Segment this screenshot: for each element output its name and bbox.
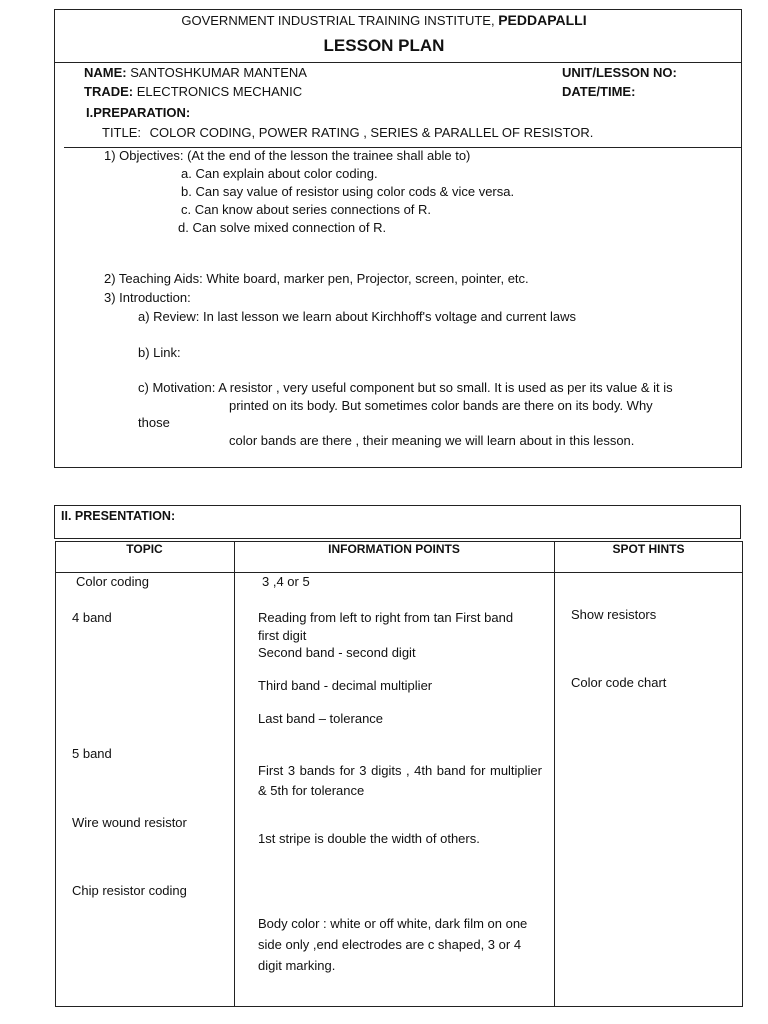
info-bands: 3 ,4 or 5 [262, 574, 310, 589]
objective-c: c. Can know about series connections of R. [181, 202, 432, 217]
info-chip: Body color : white or off white, dark film on one side only ,end electrodes are c shaped, 3 or 4 digit marking. [258, 916, 528, 973]
topic-chip-resistor: Chip resistor coding [72, 883, 187, 898]
lesson-title-row [102, 125, 593, 141]
info-third-band: Third band - decimal multiplier [258, 678, 433, 693]
preparation-heading: I.PREPARATION: [86, 105, 191, 120]
name-label: NAME: [84, 65, 127, 80]
info-reading-line-2: first digit [258, 628, 307, 643]
table-col-divider-1 [234, 541, 235, 1007]
title-value: COLOR CODING, POWER RATING , SERIES & PARALLEL OF RESISTOR. [149, 125, 594, 140]
name-row [84, 65, 307, 81]
trade-row [84, 84, 302, 100]
trade-label: TRADE: [84, 84, 134, 99]
title-label: TITLE: [102, 125, 142, 140]
date-time-label: DATE/TIME: [562, 84, 636, 99]
col-header-topic: TOPIC [126, 542, 163, 556]
objective-d: d. Can solve mixed connection of R. [178, 220, 387, 235]
objective-a: a. Can explain about color coding. [181, 166, 378, 181]
objective-b: b. Can say value of resistor using color cods & vice versa. [181, 184, 515, 199]
institute-name: GOVERNMENT INDUSTRIAL TRAINING INSTITUTE, [181, 13, 495, 28]
institute-place: PEDDAPALLI [498, 12, 587, 28]
motivation-line-3: those [138, 415, 170, 430]
info-reading-line-1: Reading from left to right from tan First band [258, 610, 514, 625]
motivation-line-4: color bands are there , their meaning we will learn about in this lesson. [229, 433, 635, 448]
topic-color-coding: Color coding [76, 574, 149, 589]
col-header-information: INFORMATION POINTS [328, 542, 460, 556]
table-col-divider-2 [554, 541, 555, 1007]
col-header-spot-hints: SPOT HINTS [612, 542, 685, 556]
info-wire-wound: 1st stripe is double the width of others. [258, 831, 480, 846]
topic-4-band: 4 band [72, 610, 112, 625]
table-header-divider [55, 572, 743, 573]
objectives-heading: 1) Objectives: (At the end of the lesson the trainee shall able to) [104, 148, 471, 163]
page-title: LESSON PLAN [323, 36, 445, 55]
teaching-aids: 2) Teaching Aids: White board, marker pen, Projector, screen, pointer, etc. [104, 271, 529, 286]
header-divider [54, 62, 742, 63]
motivation-line-1: c) Motivation: A resistor , very useful component but so small. It is used as per its value & it is [138, 380, 673, 395]
presentation-heading: II. PRESENTATION: [61, 509, 176, 523]
name-value: SANTOSHKUMAR MANTENA [130, 65, 307, 80]
topic-5-band: 5 band [72, 746, 112, 761]
topic-wire-wound: Wire wound resistor [72, 815, 187, 830]
info-five-band: First 3 bands for 3 digits , 4th band for multiplier & 5th for tolerance [258, 763, 542, 798]
trade-value: ELECTRONICS MECHANIC [136, 84, 303, 99]
info-last-band: Last band – tolerance [258, 711, 384, 726]
review-text: a) Review: In last lesson we learn about Kirchhoff's voltage and current laws [138, 309, 576, 324]
institute-title [0, 12, 768, 29]
link-text: b) Link: [138, 345, 181, 360]
hint-color-code-chart: Color code chart [571, 675, 667, 690]
info-second-band: Second band - second digit [258, 645, 416, 660]
motivation-line-2: printed on its body. But sometimes color bands are there on its body. Why [229, 398, 653, 413]
unit-lesson-label: UNIT/LESSON NO: [562, 65, 677, 80]
introduction-heading: 3) Introduction: [104, 290, 191, 305]
hint-show-resistors: Show resistors [571, 607, 657, 622]
